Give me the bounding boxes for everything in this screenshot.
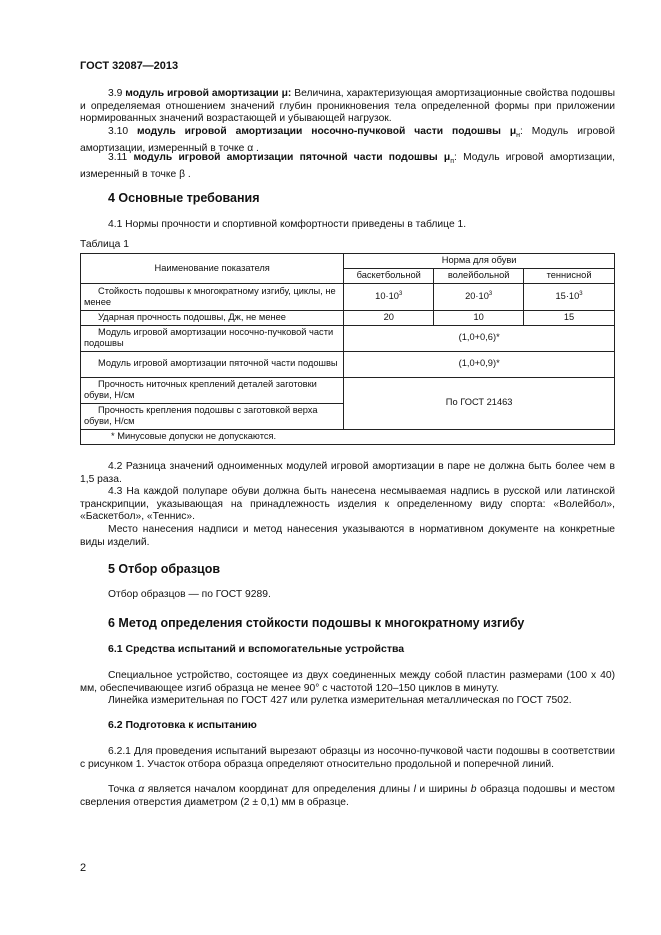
paragraph-4-2: 4.2 Разница значений одноименных модулей игровой амортизации в паре не должна быть более чем в 1,5 раза. — [80, 461, 615, 485]
paragraph-6-2-1-b: Точка α является началом координат для определения длины l и ширины b образца подошвы и местом сверления отверстия диаметром (2 ± 0,1) мм в образце. — [80, 784, 616, 808]
table-row — [81, 325, 615, 351]
col-header-tennis: теннисной — [524, 269, 615, 284]
definition-3-10: 3.10 модуль игровой амортизации носочно-пучковой части подошвы $\mu_н$: Модуль игровой амортизации, измеренный в точке α . — [80, 126, 616, 154]
col-header-norm: Норма для обуви — [344, 254, 615, 269]
row-name: Прочность крепления подошвы с заготовкой верха обуви, Н/см — [81, 403, 344, 429]
cell-basketball: 20 — [344, 311, 434, 326]
paragraph-4-3-b: Место нанесения надписи и метод нанесения указываются в нормативном документе на конкретные виды изделий. — [80, 524, 615, 548]
paragraph-6-1-a: Специальное устройство, состоящее из двух соединенных между собой пластин размерами (100 х 40) мм, обеспечивающее изгиб образца не менее 90° с частотой 120–150 циклов в минуту. — [80, 670, 615, 694]
col-header-name: Наименование показателя — [81, 254, 344, 284]
row-name: Ударная прочность подошвы, Дж, не менее — [81, 311, 344, 326]
table-caption: Таблица 1 — [80, 239, 129, 250]
paragraph-5: Отбор образцов — по ГОСТ 9289. — [108, 589, 271, 600]
table-row — [81, 377, 615, 403]
section-4-title: 4 Основные требования — [108, 191, 260, 205]
section-6-title: 6 Метод определения стойкости подошвы к многократному изгибу — [108, 616, 525, 630]
definition-3-9: 3.9 модуль игровой амортизации μ: Величина, характеризующая амортизационные свойства подошвы и определяемая отношением значений глубин проникновения тела определенной формы при приложении нормированных значений возрастающей и убывающей нагрузок. — [80, 88, 615, 125]
table-row — [81, 284, 615, 311]
cell-tennis: $15\cdot 10^3$ — [524, 284, 615, 311]
page-number: 2 — [80, 862, 87, 874]
table-1 — [80, 253, 615, 445]
document-header: ГОСТ 32087—2013 — [80, 60, 179, 72]
table-row — [81, 351, 615, 377]
col-header-basketball: баскетбольной — [344, 269, 434, 284]
table-footnote: * Минусовые допуски не допускаются. — [81, 429, 615, 444]
section-6-2-title: 6.2 Подготовка к испытанию — [108, 719, 257, 731]
cell-value: По ГОСТ 21463 — [344, 377, 615, 429]
definition-3-11: 3.11 модуль игровой амортизации пяточной части подошвы $\mu_п$: Модуль игровой амортизации, измеренный в точке β . — [80, 152, 615, 180]
row-name: Прочность ниточных креплений деталей заготовки обуви, Н/см — [81, 377, 344, 403]
row-name: Стойкость подошвы к многократному изгибу, циклы, не менее — [81, 284, 344, 311]
cell-basketball: $10\cdot 10^3$ — [344, 284, 434, 311]
paragraph-6-1-b: Линейка измерительная по ГОСТ 427 или рулетка измерительная металлическая по ГОСТ 7502. — [108, 695, 572, 706]
table-row — [81, 311, 615, 326]
row-name: Модуль игровой амортизации носочно-пучковой части подошвы — [81, 325, 344, 351]
col-header-volleyball: волейбольной — [434, 269, 524, 284]
cell-value: (1,0+0,9)* — [344, 351, 615, 377]
paragraph-4-1: 4.1 Нормы прочности и спортивной комфортности приведены в таблице 1. — [108, 219, 467, 230]
section-6-1-title: 6.1 Средства испытаний и вспомогательные устройства — [108, 643, 405, 655]
row-name: Модуль игровой амортизации пяточной части подошвы — [81, 351, 344, 377]
cell-value: (1,0+0,6)* — [344, 325, 615, 351]
section-5-title: 5 Отбор образцов — [108, 562, 221, 576]
cell-volleyball: $20\cdot 10^3$ — [434, 284, 524, 311]
cell-volleyball: 10 — [434, 311, 524, 326]
paragraph-6-2-1: 6.2.1 Для проведения испытаний вырезают образцы из носочно-пучковой части подошвы в соответствии с рисунком 1. Участок отбора образца определяют относительно продольной и поперечной линий. — [80, 746, 615, 770]
paragraph-4-3: 4.3 На каждой полупаре обуви должна быть нанесена несмываемая надпись в русской или латинской транскрипции, указывающая на принадлежность изделия к определенному виду спорта: «Волейбол», «Баскетбол», «Теннис». — [80, 486, 615, 523]
cell-tennis: 15 — [524, 311, 615, 326]
